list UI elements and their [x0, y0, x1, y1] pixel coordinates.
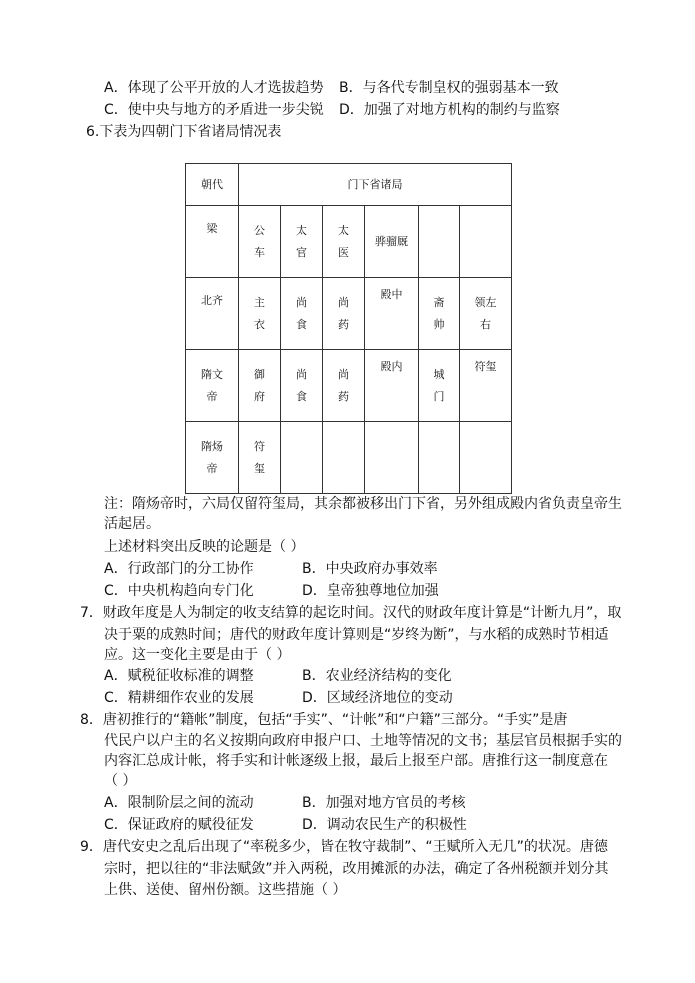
q7-option-d: D．区域经济地位的变动	[302, 690, 453, 706]
q8-line2: 代民户以户主的名义按期向政府申报户口、土地等情况的文书；基层官员根据手实的	[104, 733, 622, 749]
q9-line3: 上供、送使、留州份额。这些措施（ ）	[104, 882, 347, 898]
table-cell-dynasty: 梁	[206, 222, 218, 235]
q7-option-c: C．精耕细作农业的发展	[104, 690, 254, 706]
table-cell: 殿中	[380, 288, 403, 301]
q7-line3: 应。这一变化主要是由于（ ）	[104, 647, 291, 663]
table-cell: 尚食	[296, 295, 307, 331]
table-cell-dynasty: 北齐	[201, 294, 223, 307]
bureau-table	[185, 163, 512, 494]
table-cell	[365, 422, 419, 494]
table-cell	[460, 422, 512, 494]
table-cell	[419, 422, 460, 494]
table-cell: 太官	[296, 223, 307, 259]
q5-option-b: B．与各代专制皇权的强弱基本一致	[339, 80, 559, 96]
table-row	[186, 278, 512, 350]
table-cell: 符玺	[254, 439, 265, 475]
q8-option-a: A．限制阶层之间的流动	[104, 795, 254, 811]
table-cell: 主衣	[254, 295, 265, 331]
q7-option-a: A．赋税征收标准的调整	[104, 668, 254, 684]
table-cell	[323, 422, 365, 494]
table-cell-dynasty: 隋炀帝	[200, 439, 223, 475]
q8-option-b: B．加强对地方官员的考核	[302, 795, 466, 811]
table-row	[186, 422, 512, 494]
q8-line1: 8．唐初推行的“籍帐”制度，包括“手实”、“计帐”和“户籍”三部分。“手实”是唐	[80, 712, 568, 728]
q6-note-line1: 注：隋炀帝时，六局仅留符玺局，其余都被移出门下省，另外组成殿内省负责皇帝生	[104, 496, 622, 512]
table-header-bureaus: 门下省诸局	[239, 164, 512, 206]
table-cell: 公车	[254, 223, 265, 259]
table-row	[186, 350, 512, 422]
table-cell: 符玺	[474, 360, 497, 373]
table-cell-dynasty: 隋文帝	[200, 367, 223, 403]
q6-option-d: D．皇帝独尊地位加强	[302, 583, 439, 599]
q6-stem: 6.下表为四朝门下省诸局情况表	[86, 124, 282, 140]
table-cell: 尚食	[296, 367, 307, 403]
q8-line3: 内容汇总成计帐，将手实和计帐逐级上报，最后上报至户部。唐推行这一制度意在	[104, 753, 608, 769]
q5-option-c: C．使中央与地方的矛盾进一步尖锐	[104, 102, 324, 118]
table-cell	[281, 422, 323, 494]
q6-option-c: C．中央机构趋向专门化	[104, 583, 254, 599]
q6-question: 上述材料突出反映的论题是（ ）	[104, 539, 305, 555]
q9-line1: 9．唐代安史之乱后出现了“率税多少，皆在牧守裁制”、“王赋所入无几”的状况。唐德	[80, 839, 608, 855]
q5-option-a: A．体现了公平开放的人才选拔趋势	[104, 80, 324, 96]
table-cell: 御府	[254, 367, 265, 403]
q8-option-d: D．调动农民生产的积极性	[302, 817, 467, 833]
table-row	[186, 206, 512, 278]
table-header-dynasty: 朝代	[186, 164, 239, 206]
table-cell: 殿内	[380, 360, 403, 373]
q8-line4: （ ）	[104, 773, 137, 789]
q6-note-line2: 活起居。	[104, 516, 160, 532]
table-cell: 领左右	[474, 295, 497, 331]
table-cell: 骅骝厩	[375, 234, 408, 248]
table-cell: 太医	[338, 223, 349, 259]
q9-line2: 宗时，把以往的“非法赋敛”并入两税，改用摊派的办法，确定了各州税额并划分其	[104, 861, 609, 877]
q6-option-a: A．行政部门的分工协作	[104, 561, 254, 577]
table-cell: 尚药	[338, 367, 349, 403]
q7-line2: 决于粟的成熟时间；唐代的财政年度计算则是“岁终为断”，与水稻的成熟时节相适	[104, 627, 609, 643]
table-cell: 城门	[433, 367, 445, 403]
q6-option-b: B．中央政府办事效率	[302, 561, 438, 577]
q7-line1: 7．财政年度是人为制定的收支结算的起讫时间。汉代的财政年度计算是“计断九月”，取	[80, 605, 622, 621]
q8-option-c: C．保证政府的赋役征发	[104, 817, 254, 833]
table-cell: 尚药	[338, 295, 349, 331]
table-cell: 斋帅	[433, 295, 445, 331]
q7-option-b: B．农业经济结构的变化	[302, 668, 452, 684]
q5-option-d: D．加强了对地方机构的制约与监察	[339, 102, 560, 118]
